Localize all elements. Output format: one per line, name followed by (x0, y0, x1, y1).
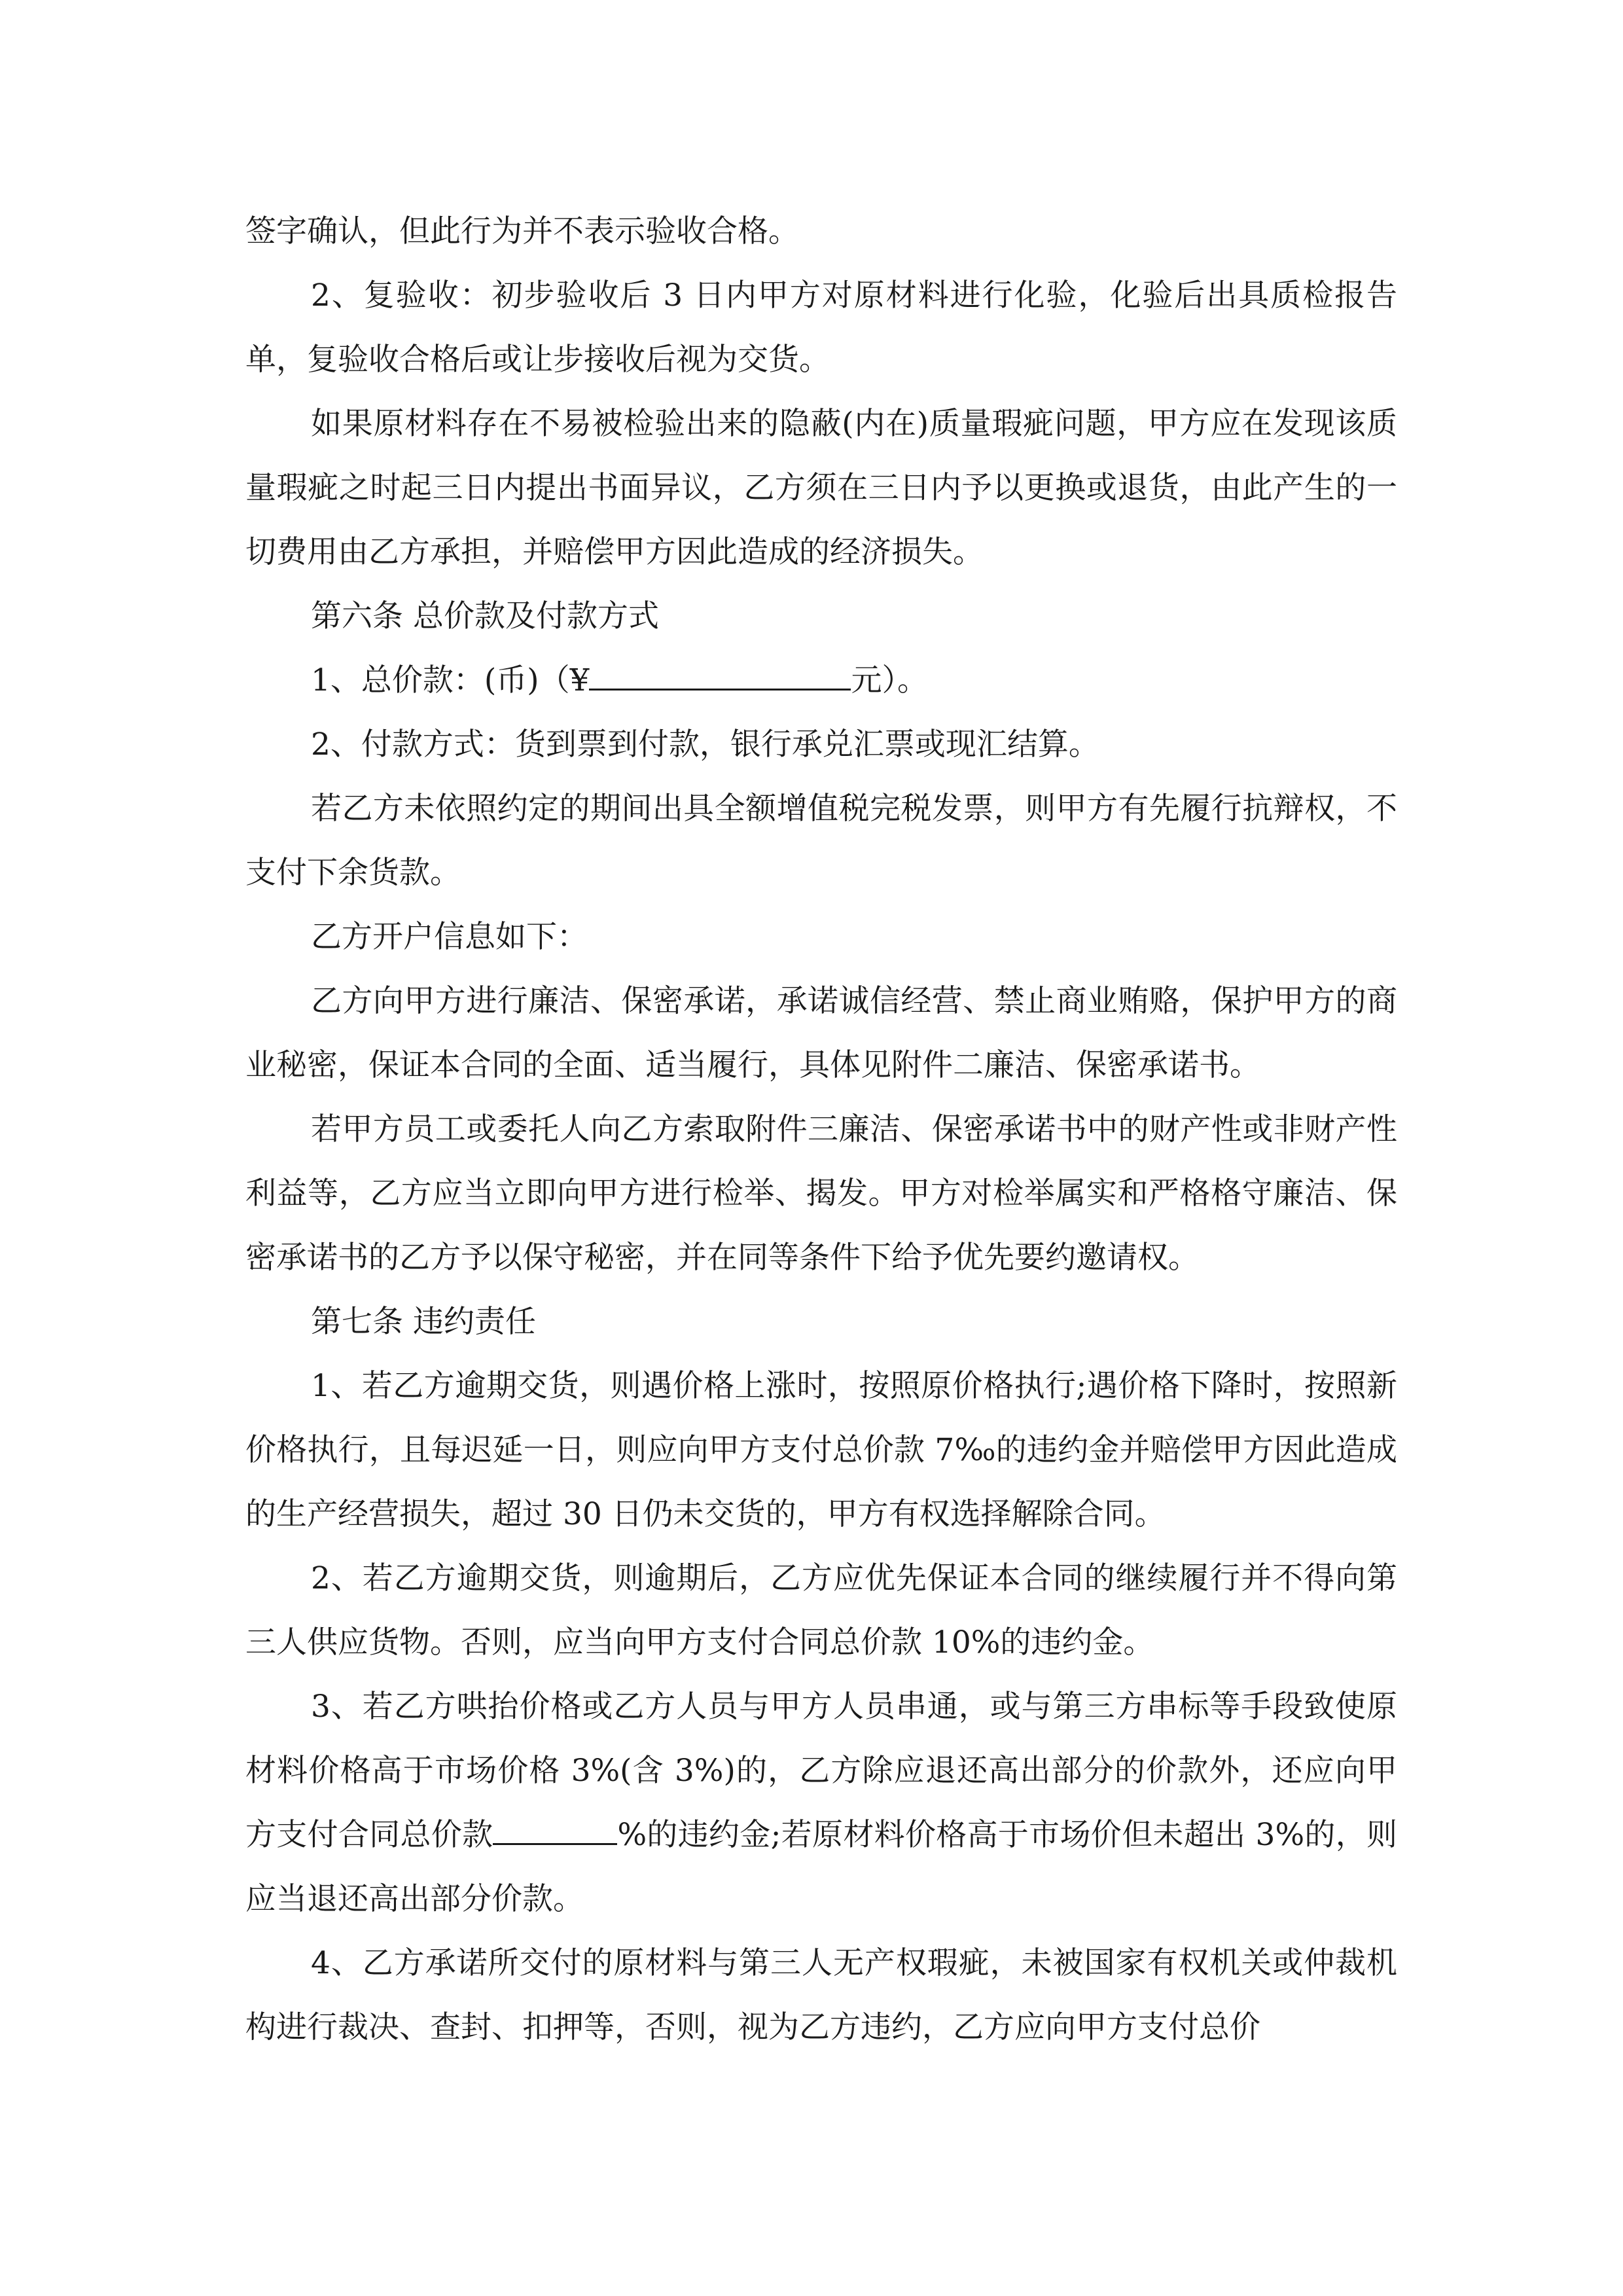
heading-article-7: 第七条 违约责任 (311, 1304, 536, 1340)
paragraph-whistleblowing: 若甲方员工或委托人向乙方索取附件三廉洁、保密承诺书中的财产性或非财产性利益等，乙方应当立即向甲方进行检举、揭发。甲方对检举属实和严格格守廉洁、保密承诺书的乙方予以保守秘密，并在同等条件下给予优先要约邀请权。 (245, 1111, 1397, 1276)
paragraph-price-manipulation (245, 1675, 1397, 1931)
paragraph-late-delivery: 1、若乙方逾期交货，则遇价格上涨时，按照原价格执行;遇价格下降时，按照新价格执行，且每迟延一日，则应向甲方支付总价款 7‰的违约金并赔偿甲方因此造成的生产经营损失，超过 30 日仍未交货的，甲方有权选择解除合同。 (245, 1368, 1397, 1532)
paragraph-bank-info: 乙方开户信息如下： (311, 919, 588, 955)
price-manipulation-text-after: %的违约金;若原材料价格高于市场价但未超出 3%的，则应当退还高出部分价款。 (245, 1817, 1398, 1917)
paragraph-invoice: 若乙方未依照约定的期间出具全额增值税完税发票，则甲方有先履行抗辩权，不支付下余货款。 (245, 791, 1397, 891)
paragraph-re-inspection: 2、复验收：初步验收后 3 日内甲方对原材料进行化验，化验后出具质检报告单，复验收合格后或让步接收后视为交货。 (245, 278, 1397, 378)
paragraph-hidden-defects: 如果原材料存在不易被检验出来的隐蔽(内在)质量瑕疵问题，甲方应在发现该质量瑕疵之时起三日内提出书面异议，乙方须在三日内予以更换或退货，由此产生的一切费用由乙方承担，并赔偿甲方因此造成的经济损失。 (245, 406, 1397, 570)
total-price-blank (589, 660, 851, 691)
contract-body (245, 200, 1397, 2060)
paragraph-total-price (245, 649, 1397, 713)
paragraph-payment-method: 2、付款方式：货到票到付款，银行承兑汇票或现汇结算。 (311, 726, 1099, 762)
penalty-percent-blank (493, 1814, 617, 1845)
paragraph-third-party-supply: 2、若乙方逾期交货，则逾期后，乙方应优先保证本合同的继续履行并不得向第三人供应货物。否则，应当向甲方支付合同总价款 10%的违约金。 (245, 1560, 1397, 1660)
paragraph-acceptance-signature: 签字确认，但此行为并不表示验收合格。 (245, 213, 799, 249)
paragraph-integrity-commitment: 乙方向甲方进行廉洁、保密承诺，承诺诚信经营、禁止商业贿赂，保护甲方的商业秘密，保证本合同的全面、适当履行，具体见附件二廉洁、保密承诺书。 (245, 983, 1397, 1083)
heading-article-6: 第六条 总价款及付款方式 (311, 598, 659, 634)
total-price-unit: 元）。 (851, 662, 928, 698)
price-manipulation-text-before: 3、若乙方哄抬价格或乙方人员与甲方人员串通，或与第三方串标等手段致使原材料价格高于市场价格 3%(含 3%)的，乙方除应退还高出部分的价款外，还应向甲方支付合同总价款 (245, 1689, 1397, 1853)
total-price-label: 1、总价款：(币)（¥ (311, 662, 590, 698)
paragraph-property-rights: 4、乙方承诺所交付的原材料与第三人无产权瑕疵，未被国家有权机关或仲裁机构进行裁决、查封、扣押等，否则，视为乙方违约，乙方应向甲方支付总价 (245, 1945, 1397, 2045)
